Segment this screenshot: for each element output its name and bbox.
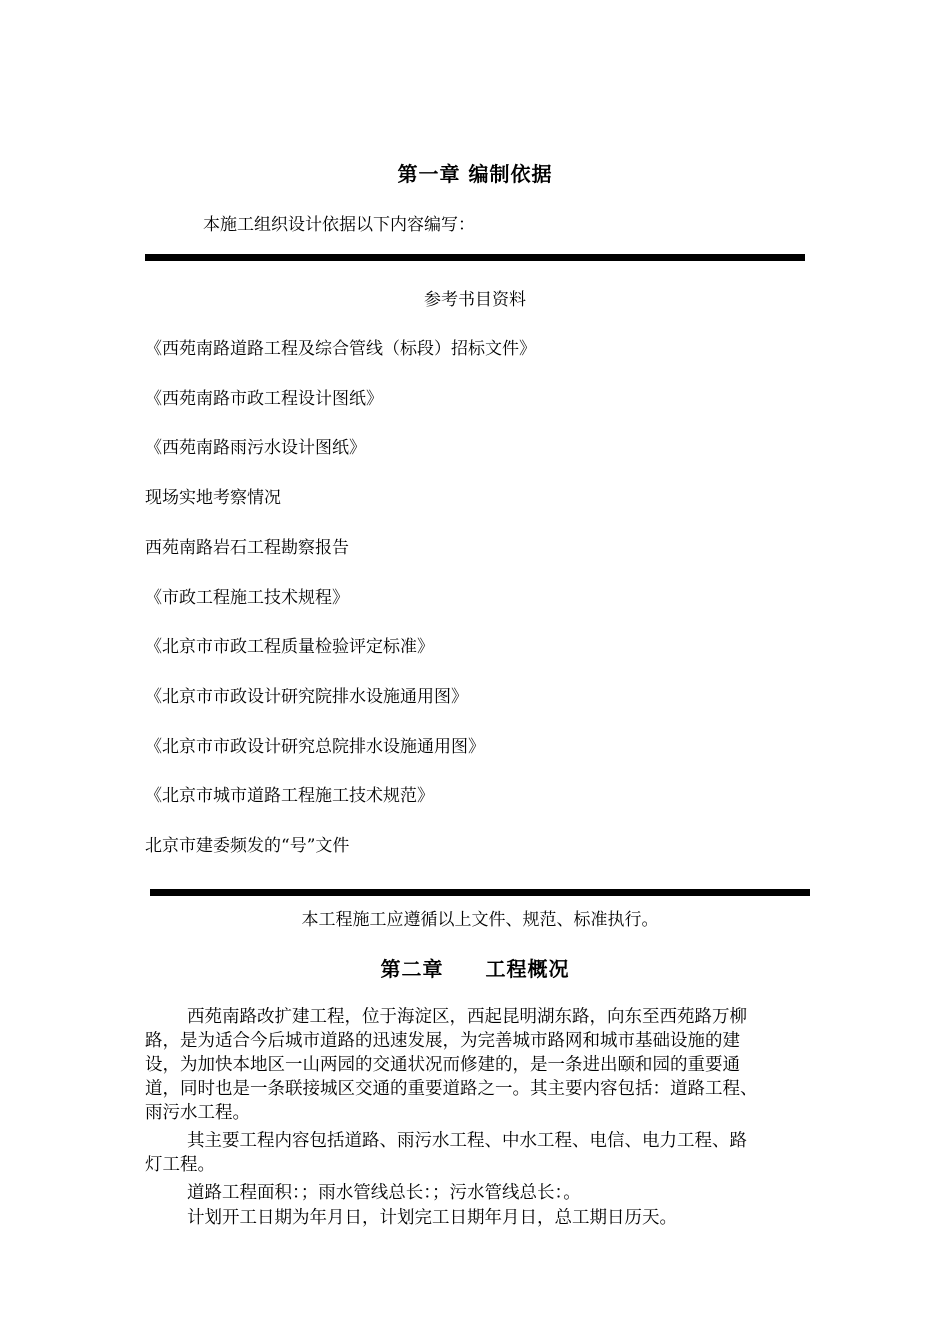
paragraph-line: 灯工程。 [145,1155,215,1175]
quantities-paragraph [145,1181,820,1205]
references-closing: 本工程施工应遵循以上文件、规范、标准执行。 [301,910,659,930]
reference-item: 《西苑南路雨污水设计图纸》 [145,438,366,458]
paragraph-line: 雨污水工程。 [145,1103,250,1123]
references-heading: 参考书目资料 [424,290,526,310]
reference-item: 北京市建委频发的“号”文件 [145,836,350,856]
paragraph-line: 西苑南路改扩建工程，位于海淀区，西起昆明湖东路，向东至西苑路万柳 [187,1007,747,1027]
bottom-divider [150,889,810,896]
paragraph-line: 计划开工日期为年月日，计划完工日期年月日，总工期日历天。 [187,1208,677,1228]
reference-item: 现场实地考察情况 [145,488,281,508]
reference-item: 西苑南路岩石工程勘察报告 [145,538,349,558]
paragraph-line: 设，为加快本地区一山两园的交通状况而修建的，是一条进出颐和园的重要通 [145,1055,740,1075]
reference-item: 《市政工程施工技术规程》 [145,588,349,608]
paragraph-line: 路，是为适合今后城市道路的迅速发展，为完善城市路网和城市基础设施的建 [145,1031,740,1051]
scope-paragraph [145,1129,820,1177]
schedule-paragraph [145,1206,820,1230]
paragraph-line: 道路工程面积：；雨水管线总长：；污水管线总长：。 [187,1183,581,1203]
chapter-2-title: 第二章 工程概况 [380,957,570,981]
reference-item: 《北京市市政工程质量检验评定标准》 [145,637,434,657]
reference-item: 《西苑南路道路工程及综合管线（标段）招标文件》 [145,339,536,359]
top-divider [145,254,805,261]
reference-item: 《西苑南路市政工程设计图纸》 [145,389,383,409]
reference-item: 《北京市市政设计研究总院排水设施通用图》 [145,737,485,757]
project-overview-paragraph [145,1005,820,1125]
reference-item: 《北京市城市道路工程施工技术规范》 [145,786,434,806]
chapter-1-intro: 本施工组织设计依据以下内容编写： [203,215,475,235]
paragraph-line: 道，同时也是一条联接城区交通的重要道路之一。其主要内容包括：道路工程、 [145,1079,758,1099]
chapter-1-title: 第一章 编制依据 [397,162,553,186]
reference-item: 《北京市市政设计研究院排水设施通用图》 [145,687,468,707]
paragraph-line: 其主要工程内容包括道路、雨污水工程、中水工程、电信、电力工程、路 [187,1131,747,1151]
